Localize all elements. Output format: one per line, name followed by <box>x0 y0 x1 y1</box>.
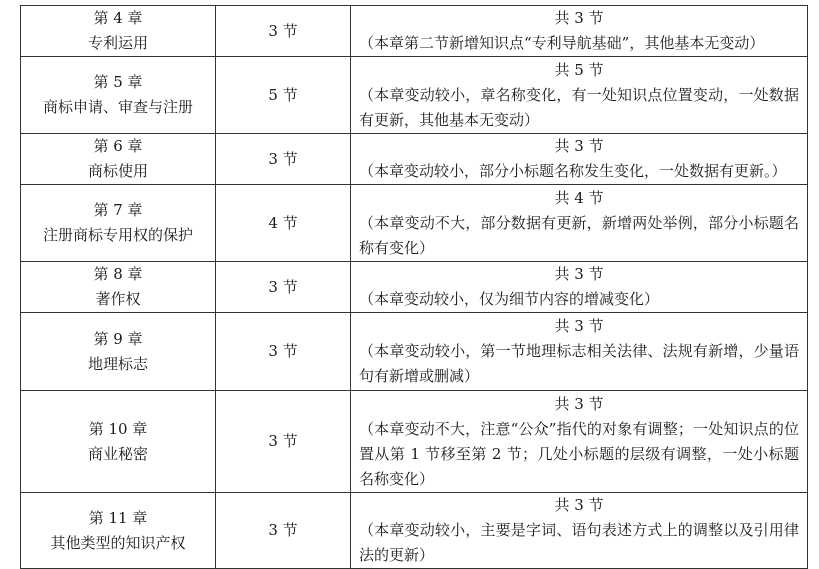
chapter-number: 第 10 章 <box>88 419 148 438</box>
change-description-cell <box>351 6 808 57</box>
sections-count: 5 节 <box>216 57 351 134</box>
table-row <box>21 57 808 134</box>
table-row <box>21 262 808 313</box>
change-description: （本章变动不大，注意“公众”指代的对象有调整；一处知识点的位置从第 1 节移至第 2 节；几处小标题的层级有调整，一处小标题名称变化） <box>359 419 799 488</box>
chapter-number: 第 8 章 <box>93 265 143 283</box>
chapter-cell <box>21 6 216 57</box>
chapter-changes-table <box>20 5 808 569</box>
section-total: 共 3 节 <box>554 265 604 283</box>
change-description: （本章变动较小，主要是字词、语句表述方式上的调整以及引用律法的更新） <box>359 521 799 564</box>
chapter-number: 第 5 章 <box>93 73 143 91</box>
sections-count: 3 节 <box>216 313 351 391</box>
sections-count: 3 节 <box>216 134 351 185</box>
chapter-title: 商标申请、审查与注册 <box>42 98 193 116</box>
chapter-number: 第 7 章 <box>93 201 143 219</box>
section-total: 共 3 节 <box>554 317 604 335</box>
chapter-title: 商标使用 <box>87 162 148 180</box>
chapter-number: 第 11 章 <box>88 508 148 527</box>
sections-count: 3 节 <box>216 391 351 493</box>
change-description: （本章第二节新增知识点“专利导航基础”，其他基本无变动） <box>359 34 765 52</box>
chapter-cell <box>21 185 216 262</box>
sections-count: 3 节 <box>216 493 351 569</box>
section-total: 共 3 节 <box>554 9 604 27</box>
chapter-title: 著作权 <box>95 290 141 308</box>
chapter-number: 第 4 章 <box>93 9 143 27</box>
table-row <box>21 313 808 391</box>
change-description-cell <box>351 391 808 493</box>
chapter-title: 商业秘密 <box>87 444 148 463</box>
change-description: （本章变动较小，部分小标题名称发生变化，一处数据有更新。） <box>359 162 787 180</box>
section-total: 共 3 节 <box>554 394 604 413</box>
chapter-cell <box>21 493 216 569</box>
chapter-title: 地理标志 <box>87 354 148 373</box>
chapter-cell <box>21 57 216 134</box>
change-description-cell <box>351 185 808 262</box>
table-row <box>21 185 808 262</box>
chapter-title: 专利运用 <box>87 34 148 52</box>
section-total: 共 3 节 <box>554 496 604 514</box>
table-row <box>21 6 808 57</box>
chapter-cell <box>21 134 216 185</box>
sections-count: 3 节 <box>216 6 351 57</box>
chapter-number: 第 6 章 <box>93 137 143 155</box>
change-description: （本章变动较小，第一节地理标志相关法律、法规有新增，少量语句有新增或删减） <box>359 342 799 385</box>
change-description: （本章变动较小，仅为细节内容的增减变化） <box>359 290 660 308</box>
change-description-cell <box>351 493 808 569</box>
table-row <box>21 391 808 493</box>
change-description: （本章变动较小，章名称变化，有一处知识点位置变动，一处数据有更新，其他基本无变动） <box>359 85 799 129</box>
chapter-title: 注册商标专用权的保护 <box>42 226 193 244</box>
chapter-cell <box>21 262 216 313</box>
change-description-cell <box>351 313 808 391</box>
change-description-cell <box>351 262 808 313</box>
chapter-title: 其他类型的知识产权 <box>50 533 186 552</box>
section-total: 共 4 节 <box>554 188 604 207</box>
chapter-cell <box>21 313 216 391</box>
chapter-number: 第 9 章 <box>93 329 143 348</box>
sections-count: 4 节 <box>216 185 351 262</box>
section-total: 共 5 节 <box>554 60 604 79</box>
table-row <box>21 134 808 185</box>
table-row <box>21 493 808 569</box>
change-description-cell <box>351 134 808 185</box>
sections-count: 3 节 <box>216 262 351 313</box>
chapter-cell <box>21 391 216 493</box>
section-total: 共 3 节 <box>554 137 604 155</box>
change-description: （本章变动不大，部分数据有更新，新增两处举例，部分小标题名称有变化） <box>359 213 799 257</box>
change-description-cell <box>351 57 808 134</box>
